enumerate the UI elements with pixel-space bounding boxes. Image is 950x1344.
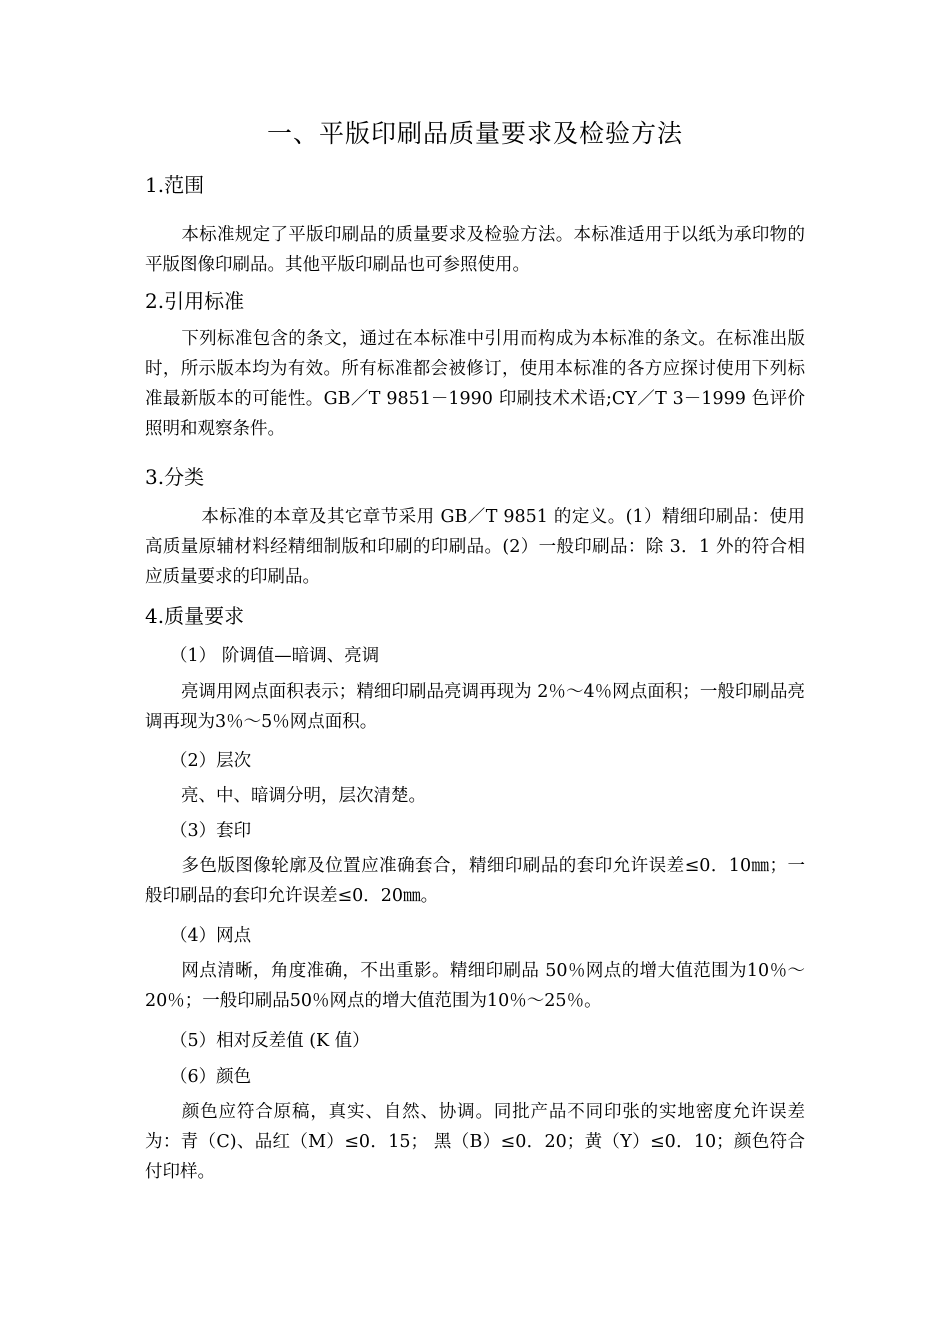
item-label-contrast: （5）相对反差值 (K 值）	[170, 1031, 370, 1051]
item-paragraph-dots	[145, 956, 805, 1016]
item-text-registration: 多色版图像轮廓及位置应准确套合，精细印刷品的套印允许误差≤0．10㎜；一般印刷品的套印允许误差≤0．20㎜。	[145, 856, 805, 906]
item-text-color: 颜色应符合原稿，真实、自然、协调。同批产品不同印张的实地密度允许误差为：青（C)、品红（M）≤0．15； 黑（B）≤0．20；黄（Y）≤0．10；颜色符合付印样。	[145, 1102, 805, 1182]
item-paragraph-tone-value	[145, 677, 805, 737]
section-paragraph-classification	[145, 502, 805, 592]
item-label-gradation: （2）层次	[170, 751, 252, 771]
item-paragraph-gradation	[145, 781, 805, 811]
page-title: 一、平版印刷品质量要求及检验方法	[266, 119, 683, 148]
item-paragraph-color	[145, 1097, 805, 1187]
section-heading-references: 2.引用标准	[145, 289, 245, 313]
section-paragraph-scope	[145, 220, 805, 280]
item-label-color: （6）颜色	[170, 1067, 252, 1087]
item-text-gradation: 亮、中、暗调分明，层次清楚。	[181, 786, 426, 806]
section-heading-quality: 4.质量要求	[145, 604, 245, 628]
item-label-tone-value: （1） 阶调值—暗调、亮调	[170, 646, 380, 666]
section-heading-scope: 1.范围	[145, 173, 205, 197]
item-paragraph-registration	[145, 851, 805, 911]
section-text-scope: 本标准规定了平版印刷品的质量要求及检验方法。本标准适用于以纸为承印物的平版图像印刷品。其他平版印刷品也可参照使用。	[145, 225, 805, 275]
section-heading-classification: 3.分类	[145, 465, 205, 489]
item-label-registration: （3）套印	[170, 821, 252, 841]
section-text-references: 下列标准包含的条文，通过在本标准中引用而构成为本标准的条文。在标准出版时，所示版本均为有效。所有标准都会被修订，使用本标准的各方应探讨使用下列标准最新版本的可能性。GB／T 9851－1990 印刷技术术语;CY／T 3－1999 色评价照明和观察条件。	[145, 329, 805, 439]
section-text-classification: 本标准的本章及其它章节采用 GB／T 9851 的定义。(1）精细印刷品：使用高质量原辅材料经精细制版和印刷的印刷品。(2）一般印刷品：除 3．1 外的符合相应质量要求的印刷品。	[145, 507, 805, 587]
item-text-dots: 网点清晰，角度准确，不出重影。精细印刷品 50％网点的增大值范围为10％～20％；一般印刷品50％网点的增大值范围为10％～25％。	[145, 961, 805, 1011]
item-text-tone-value: 亮调用网点面积表示；精细印刷品亮调再现为 2％～4％网点面积；一般印刷品亮调再现为3％～5％网点面积。	[145, 682, 805, 732]
section-paragraph-references	[145, 324, 805, 444]
item-label-dots: （4）网点	[170, 926, 252, 946]
